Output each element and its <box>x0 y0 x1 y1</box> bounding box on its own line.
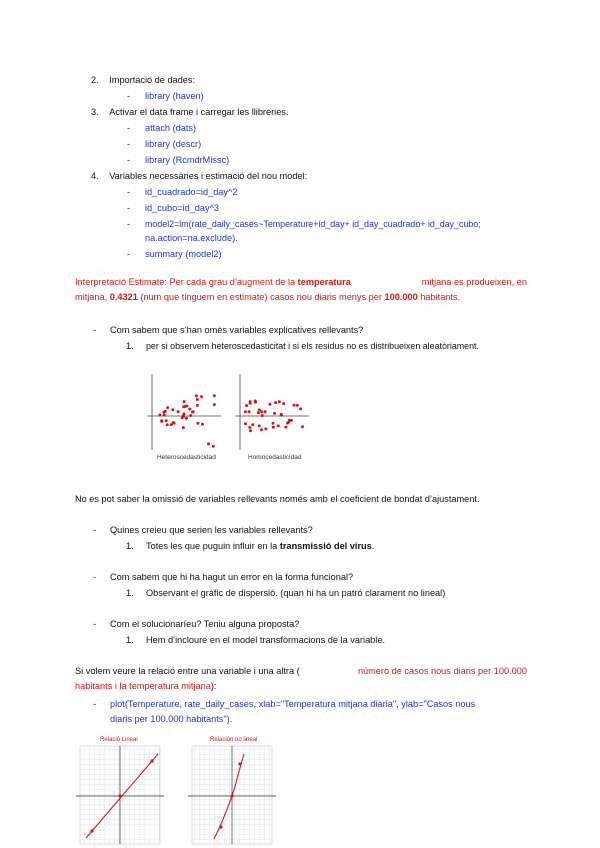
code-line: na.action=na.exclude). <box>145 233 238 243</box>
step-text: Activar el data frame i carregar les llibreries. <box>109 107 289 117</box>
residual-point <box>196 398 199 401</box>
residual-point <box>251 423 254 426</box>
residual-point <box>183 412 186 415</box>
residual-point <box>200 395 203 398</box>
residual-point <box>288 419 291 422</box>
residual-point <box>158 414 161 417</box>
residual-point <box>280 414 283 417</box>
residual-point <box>182 426 185 429</box>
residual-point <box>188 408 191 411</box>
residual-point <box>296 404 299 407</box>
question-3: Com sabem que hi ha hagut un error en la forma funcional? <box>110 572 354 582</box>
residual-point <box>257 411 260 414</box>
answer-num: 1. <box>126 341 134 351</box>
residual-point <box>248 426 251 429</box>
answer-num: 1. <box>126 541 134 551</box>
answer-3: Observant el gràfic de dispersió. (quan hi ha un patró clarament no lineal) <box>146 588 446 598</box>
residual-point <box>273 412 276 415</box>
residual-point <box>171 408 174 411</box>
step-3 <box>91 107 288 117</box>
residual-point <box>258 408 261 411</box>
step-num: 2. <box>91 75 99 85</box>
code-line: id_cuadrado=id_day^2 <box>145 187 238 197</box>
residual-point <box>166 423 169 426</box>
residual-point <box>293 404 296 407</box>
residual-point <box>212 445 215 448</box>
relation-line-2: habitants i la temperatura mitjana): <box>75 681 217 691</box>
residual-point <box>184 405 187 408</box>
heteroscedastic-plot <box>147 374 221 450</box>
residual-point <box>244 422 247 425</box>
question-4: Com el solucionaríeu? Teniu alguna proposta? <box>110 619 300 629</box>
heteroscedastic-label: Heteroscedasticidad <box>157 454 216 461</box>
code-line: id_cubo=id_day^3 <box>145 203 220 213</box>
code-line: library (RcmdrMissc) <box>145 155 230 165</box>
plot-command-line-2: diaris per 100.000 habitants"). <box>110 714 233 724</box>
linear-point <box>150 759 153 762</box>
interpretation-line-2: mitjana, 0.4321 (num que tinguem en estimate) casos nou diaris menys per 100.000 habitants. <box>75 292 461 302</box>
residual-point <box>213 403 216 406</box>
bullet-dash: - <box>93 619 97 629</box>
relation-graphs-figure <box>74 734 304 846</box>
residual-point <box>301 425 304 428</box>
residual-point <box>260 410 263 413</box>
residual-point <box>192 410 195 413</box>
residual-point <box>258 424 261 427</box>
code-line: attach (dats) <box>145 123 197 133</box>
step-4 <box>91 171 307 181</box>
residual-point <box>272 422 275 425</box>
answer-2: Totes les que puguin influir en la transmissió del virus. <box>146 541 375 551</box>
code-line: library (haven) <box>145 91 204 101</box>
residual-point <box>249 402 252 405</box>
interpretation-line-1: Interpretació Estimate: Per cada grau d’augment de la temperatura mitjana es produeixen, en <box>75 277 527 287</box>
bullet-dash: - <box>127 123 131 133</box>
residual-point <box>249 429 252 432</box>
relation-line-1: Si volem veure la relació entre una variable i una altra ( número de casos nous diaris per 100.000 <box>75 666 527 676</box>
linear-point <box>90 829 93 832</box>
residual-point <box>245 404 248 407</box>
residual-point <box>278 400 281 403</box>
plot-command-line-1: plot(Temperature, rate_daily_cases, xlab="Temperatura mitjana diària", ylab="Casos nous <box>110 699 476 709</box>
bullet-dash: - <box>127 249 131 259</box>
step-2 <box>91 75 195 85</box>
nonlinear-graph-title: Relación no lineal <box>210 737 258 743</box>
residual-point <box>248 410 251 413</box>
nonlinear-point <box>230 794 233 797</box>
answer-4: Hem d’incloure en el model transformacions de la variable. <box>146 635 385 645</box>
bullet-dash: - <box>93 525 97 535</box>
residual-point <box>284 426 287 429</box>
code-line: model2=lm(rate_daily_cases~Temperature+id_day+ id_day_cuadrado+ id_day_cubo; <box>145 219 481 229</box>
residual-point <box>196 404 199 407</box>
residual-point <box>264 410 267 413</box>
residual-point <box>196 422 199 425</box>
residual-point <box>166 406 169 409</box>
linear-point <box>118 794 121 797</box>
residual-point <box>213 394 216 397</box>
residual-point <box>164 410 167 413</box>
bullet-dash: - <box>127 203 131 213</box>
code-line: library (descr) <box>145 139 202 149</box>
bullet-dash: - <box>127 155 131 165</box>
code-line: summary (model2) <box>145 249 222 259</box>
answer-1: per si observem heteroscedasticitat i si els residus no es distribueixen aleatòriament. <box>146 341 479 351</box>
nonlinear-point <box>238 762 241 765</box>
bullet-dash: - <box>127 219 131 229</box>
homoscedastic-label: Homocedasticidad <box>248 454 302 461</box>
residual-point <box>272 426 275 429</box>
answer-num: 1. <box>126 588 134 598</box>
residual-point <box>185 417 188 420</box>
residual-point <box>201 423 204 426</box>
residual-point <box>165 419 168 422</box>
residual-point <box>160 420 163 423</box>
nonlinear-point <box>219 825 222 828</box>
bullet-dash: - <box>127 91 131 101</box>
residual-point <box>172 421 175 424</box>
residual-point <box>163 414 166 417</box>
residual-point <box>299 407 302 410</box>
residual-point <box>207 442 210 445</box>
bullet-dash: - <box>127 187 131 197</box>
residual-point <box>261 414 264 417</box>
residual-point <box>264 427 267 430</box>
residual-point <box>244 410 247 413</box>
residual-point <box>277 424 280 427</box>
homoscedastic-plot <box>235 374 309 450</box>
residual-point <box>274 401 277 404</box>
residual-point <box>254 400 257 403</box>
answer-num: 1. <box>126 635 134 645</box>
step-num: 4. <box>91 171 99 181</box>
note-paragraph: No es pot saber la omissió de variables rellevants només amb el coeficient de bondat d’ajustament. <box>75 494 480 504</box>
question-1: Com sabem que s’han omès variables explicatives rellevants? <box>110 325 364 335</box>
residual-point <box>269 403 272 406</box>
question-2: Quines creieu que serien les variables rellevants? <box>110 525 313 535</box>
residual-scatter-figure <box>145 370 325 464</box>
residual-point <box>183 400 186 403</box>
step-num: 3. <box>91 107 99 117</box>
bullet-dash: - <box>127 139 131 149</box>
residual-point <box>260 428 263 431</box>
bullet-dash: - <box>93 572 97 582</box>
residual-point <box>282 402 285 405</box>
bullet-dash: - <box>93 699 97 709</box>
bullet-dash: - <box>93 325 97 335</box>
step-text: Variables necessàries i estimació del nou model: <box>109 171 308 181</box>
linear-graph-title: Relació Lineal <box>100 737 138 743</box>
step-text: Importació de dades: <box>109 75 196 85</box>
residual-point <box>195 394 198 397</box>
residual-point <box>177 410 180 413</box>
residual-point <box>189 414 192 417</box>
